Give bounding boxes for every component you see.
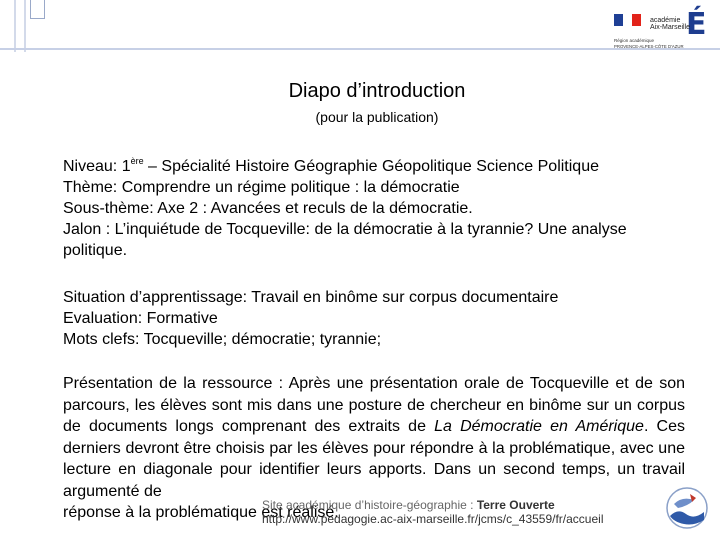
academie-logo (612, 4, 716, 54)
logo-line2: Aix-Marseille (650, 24, 691, 31)
decorative-square (30, 0, 45, 19)
niveau-prefix: Niveau: 1 (63, 158, 131, 175)
presentation-text-1: Présentation de la ressource : Après une présentation orale de Tocqueville et de son parcours, les élèves sont mis dans une posture de chercheur en binôme sur un corpus de documents longs comprenant des extraits de (63, 375, 685, 435)
footer-url[interactable]: http://www.pedagogie.ac-aix-marseille.fr/jcms/c_43559/fr/accueil (262, 512, 604, 526)
niveau-line (63, 156, 685, 177)
footer (262, 498, 603, 526)
footer-site-label: Site académique d’histoire-géographie : (262, 498, 477, 512)
niveau-suffix: – Spécialité Histoire Géographie Géopolitique Science Politique (143, 158, 599, 175)
presentation-text-2: . Ces derniers devront être choisis par les élèves pour répondre à la problématique, avec une lecture en diagonale pour identifier leurs apports. Dans un second temps, un travail argumenté de (63, 418, 686, 500)
mots-clefs-line: Mots clefs: Tocqueville; démocratie; tyrannie; (63, 331, 382, 348)
logo-line4: PROVENCE-ALPES-CÔTE D'AZUR (614, 44, 684, 49)
presentation-last-line: réponse à la problématique est réalisé. (63, 504, 339, 521)
niveau-superscript: ère (130, 156, 144, 166)
situation-line: Situation d’apprentissage: Travail en binôme sur corpus documentaire (63, 289, 559, 306)
terre-ouverte-logo-icon (664, 486, 710, 532)
book-title: La Démocratie en Amérique (434, 418, 644, 435)
decorative-line (14, 0, 16, 52)
slide-title: Diapo d’introduction (288, 80, 466, 102)
footer-site-name: Terre Ouverte (476, 498, 555, 512)
sous-theme-line: Sous-thème: Axe 2 : Avancées et reculs de la démocratie. (63, 200, 473, 217)
logo-line1: académie (650, 17, 681, 24)
info-block (63, 156, 685, 261)
logo-line3: Région académique (614, 38, 655, 43)
decorative-line (24, 0, 26, 52)
jalon-line: Jalon : L’inquiétude de Tocqueville: de la démocratie à la tyrannie? Une analyse politique. (63, 221, 627, 259)
svg-text:É: É (686, 7, 707, 38)
situation-block (63, 287, 685, 350)
theme-line: Thème: Comprendre un régime politique : la démocratie (63, 179, 460, 196)
presentation-paragraph (63, 373, 685, 502)
evaluation-line: Evaluation: Formative (63, 310, 218, 327)
slide-subtitle: (pour la publication) (315, 109, 439, 125)
